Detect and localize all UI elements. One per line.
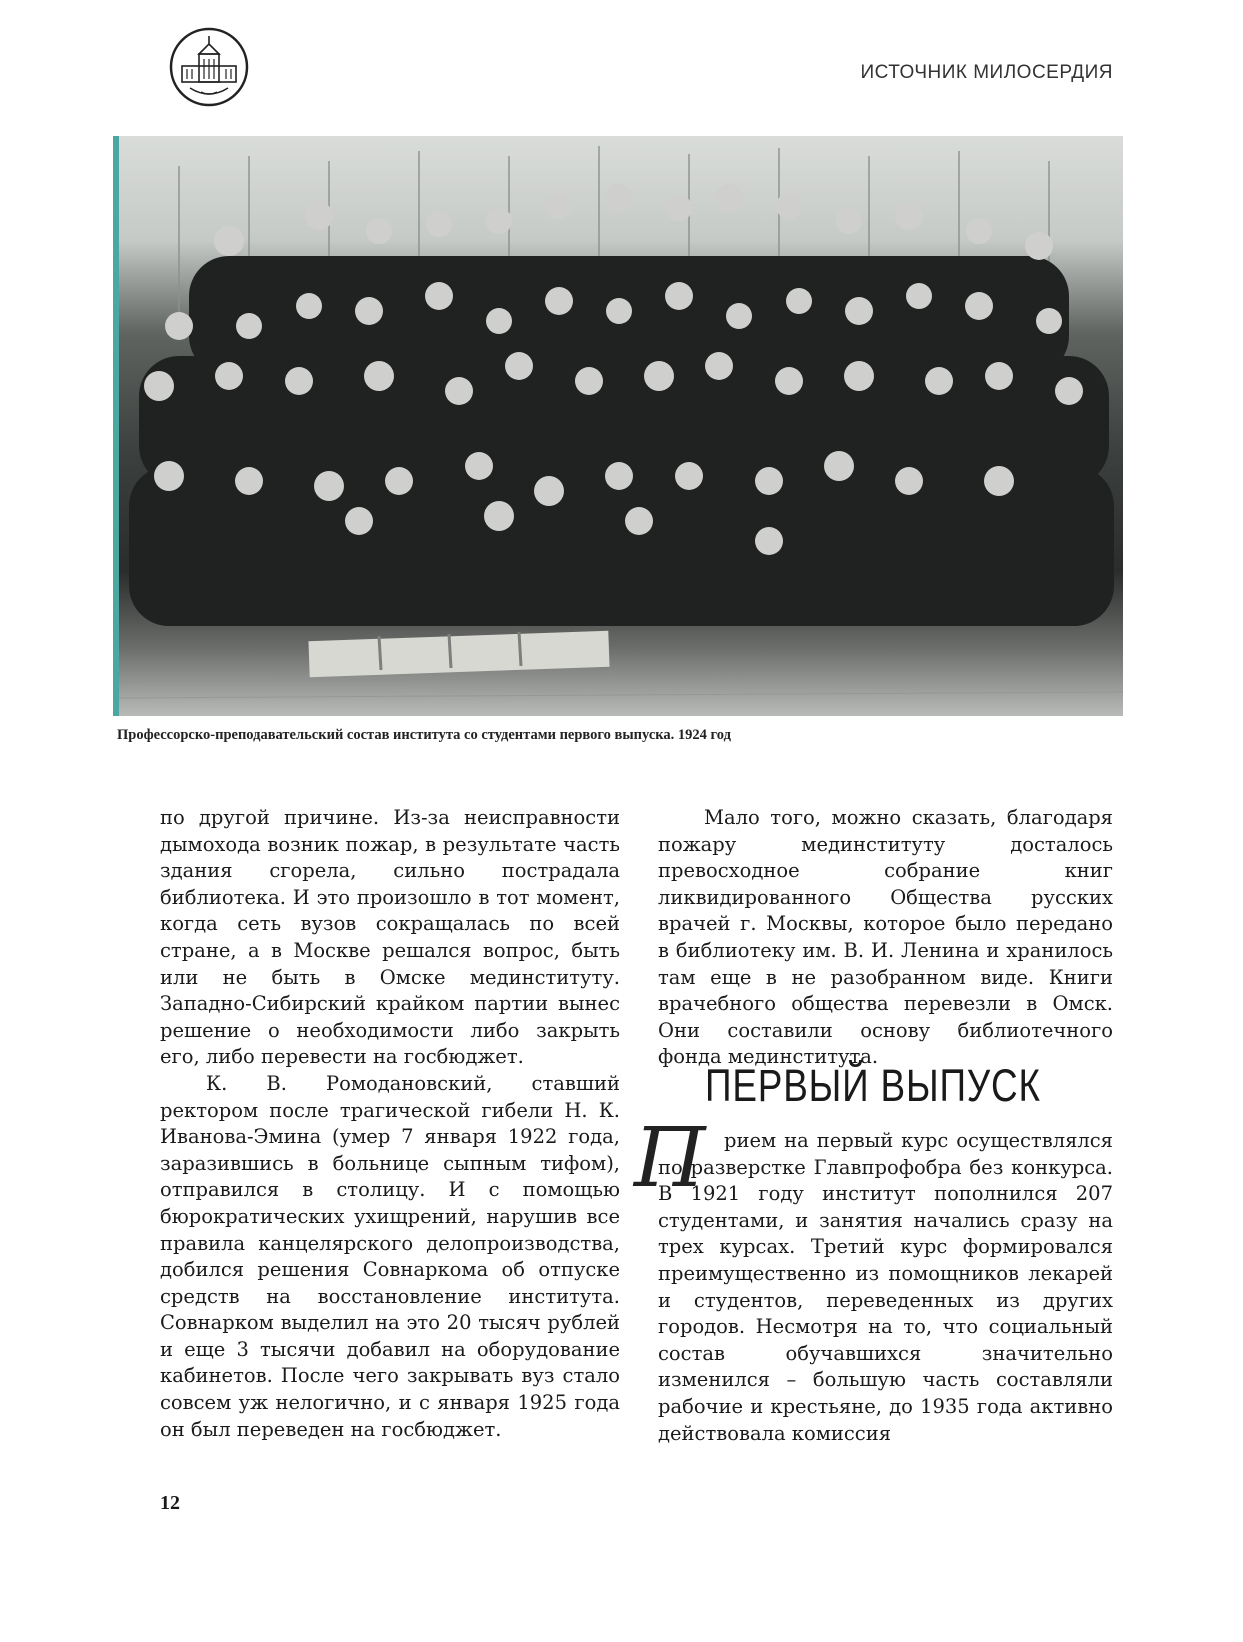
running-title: ИСТОЧНИК МИЛОСЕРДИЯ [860, 62, 1113, 83]
figure-caption: Профессорско-преподавательский состав института со студентами первого выпуска. 1924 год [117, 727, 731, 743]
paragraph-rest: по разверстке Главпрофобра без конкурса. В 1921 году институт пополнился 207 студентами, и занятия начались сразу на трех курсах. Третий курс формировался преимущественно из помощников лекарей и студентов, переведенных из других городов. Несмотря на то, что социальный состав обучавшихся значительно изменился – большую часть составляли рабочие и крестьяне, до 1935 года активно действовала комиссия [658, 1155, 1113, 1445]
right-column-bottom [658, 1128, 1113, 1447]
drop-cap: П [634, 1111, 706, 1206]
figure [113, 136, 1123, 716]
group-photo [119, 136, 1123, 716]
paragraph [658, 1128, 1113, 1447]
institute-building-emblem-icon [168, 26, 250, 108]
paragraph: Мало того, можно сказать, благодаря пожару мединституту досталось превосходное собрание книг ликвидированного Общества русских врачей г. Москвы, которое было передано в библиотеку им. В. И. Ленина и хранилось там еще в не разобранном виде. Книги врачебного общества перевезли в Омск. Они составили основу библиотечного фонда мединститута. [658, 806, 1113, 1069]
right-column-top [658, 805, 1113, 1071]
paragraph: К. В. Ромодановский, ставший ректором после трагической гибели Н. К. Иванова-Эмина (умер 7 января 1922 года, заразившись в больнице сыпным тифом), отправился в столицу. И с помощью бюрократических ухищрений, нарушив все правила канцелярского делопроизводства, добился решения Совнаркома об отпуске средств на восстановление института. Совнарком выделил на это 20 тысяч рублей и еще 3 тысячи добавил на оборудование кабинетов. После чего закрывать вуз стало совсем уж нелогично, и с января 1925 года он был переведен на госбюджет. [160, 1071, 620, 1441]
paragraph: по другой причине. Из-за неисправности дымохода возник пожар, в результате часть здания сгорела, сильно пострадала библиотека. И это произошло в тот момент, когда сеть вузов сокращалась по всей стране, а в Москве решался вопрос, быть или не быть в Омске мединституту. Западно-Сибирский крайком партии вынес решение о необходимости либо закрыть его, либо перевести на госбюджет. [160, 806, 620, 1069]
group-photo-illustration [119, 136, 1123, 716]
paragraph-first-line: рием на первый курс осуществлялся [724, 1129, 1113, 1152]
left-column [160, 805, 620, 1443]
section-heading: ПЕРВЫЙ ВЫПУСК [705, 1060, 1041, 1111]
page-number: 12 [160, 1492, 180, 1514]
